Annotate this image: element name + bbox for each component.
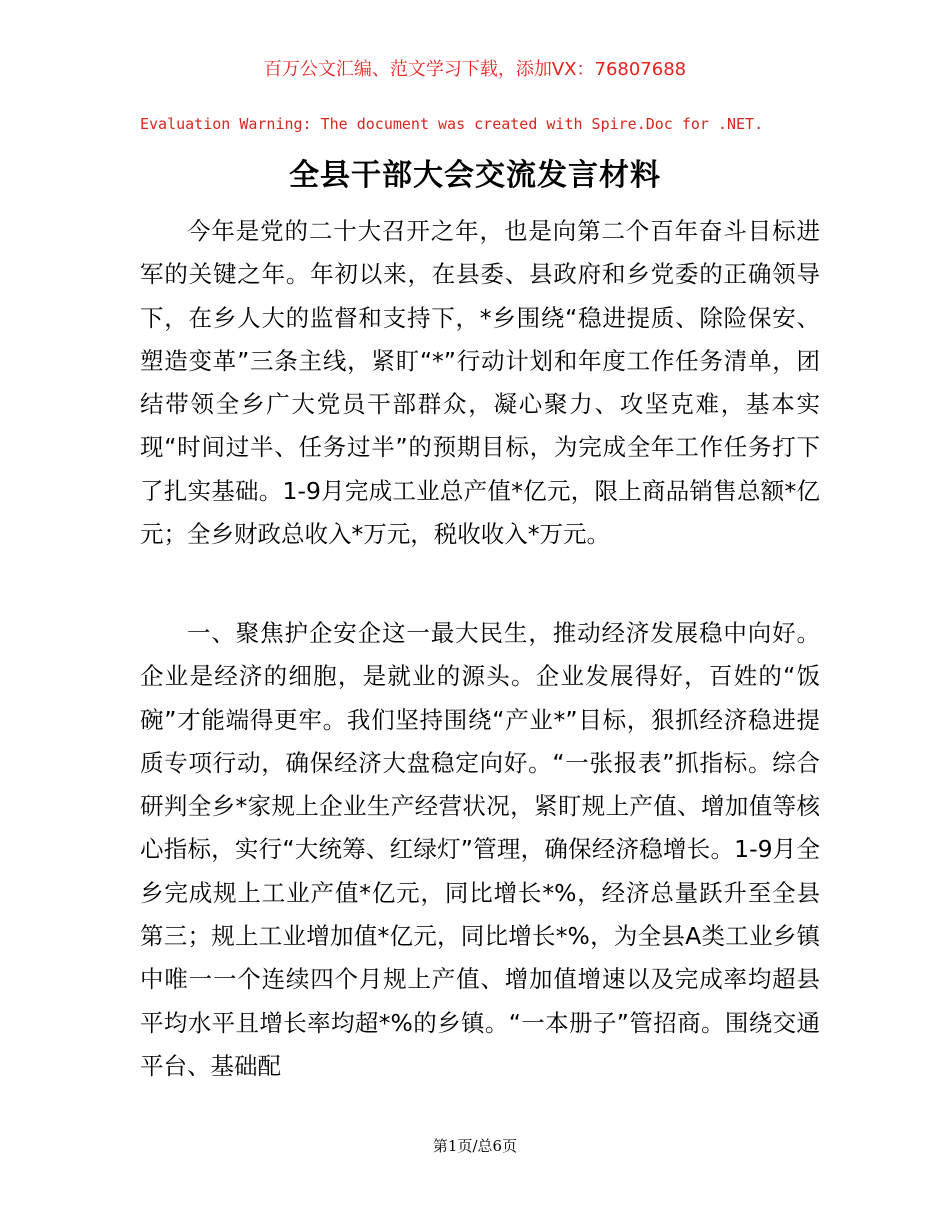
document-title: 全县干部大会交流发言材料 [289,158,661,193]
paragraph-intro: 今年是党的二十大召开之年，也是向第二个百年奋斗目标进军的关键之年。年初以来，在县委、县政府和乡党委的正确领导下，在乡人大的监督和支持下，*乡围绕“稳进提质、除险保安、塑造变革”三条主线，紧盯“*”行动计划和年度工作任务清单，团结带领全乡广大党员干部群众，凝心聚力、攻坚克难，基本实现“时间过半、任务过半”的预期目标，为完成全年工作任务打下了扎实基础。1-9月完成工业总产值*亿元，限上商品销售总额*亿元；全乡财政总收入*万元，税收收入*万元。 [140,217,820,549]
paragraph-section-one: 一、聚焦护企安企这一最大民生，推动经济发展稳中向好。企业是经济的细胞，是就业的源头。企业发展得好，百姓的“饭碗”才能端得更牢。我们坚持围绕“产业*”目标，狠抓经济稳进提质专项行动，确保经济大盘稳定向好。“一张报表”抓指标。综合研判全乡*家规上企业生产经营状况，紧盯规上产值、增加值等核心指标，实行“大统筹、红绿灯”管理，确保经济稳增长。1-9月全乡完成规上工业产值*亿元，同比增长*%，经济总量跃升至全县第三；规上工业增加值*亿元，同比增长*%，为全县A类工业乡镇中唯一一个连续四个月规上产值、增加值增速以及完成率均超县平均水平且增长率均超*%的乡镇。“一本册子”管招商。围绕交通平台、基础配 [140,619,820,1080]
evaluation-warning: Evaluation Warning: The document was created with Spire.Doc for .NET. [140,115,764,133]
header-banner: 百万公文汇编、范文学习下载，添加VX：76807688 [263,59,687,80]
page-footer: 第1页/总6页 [432,1137,518,1155]
